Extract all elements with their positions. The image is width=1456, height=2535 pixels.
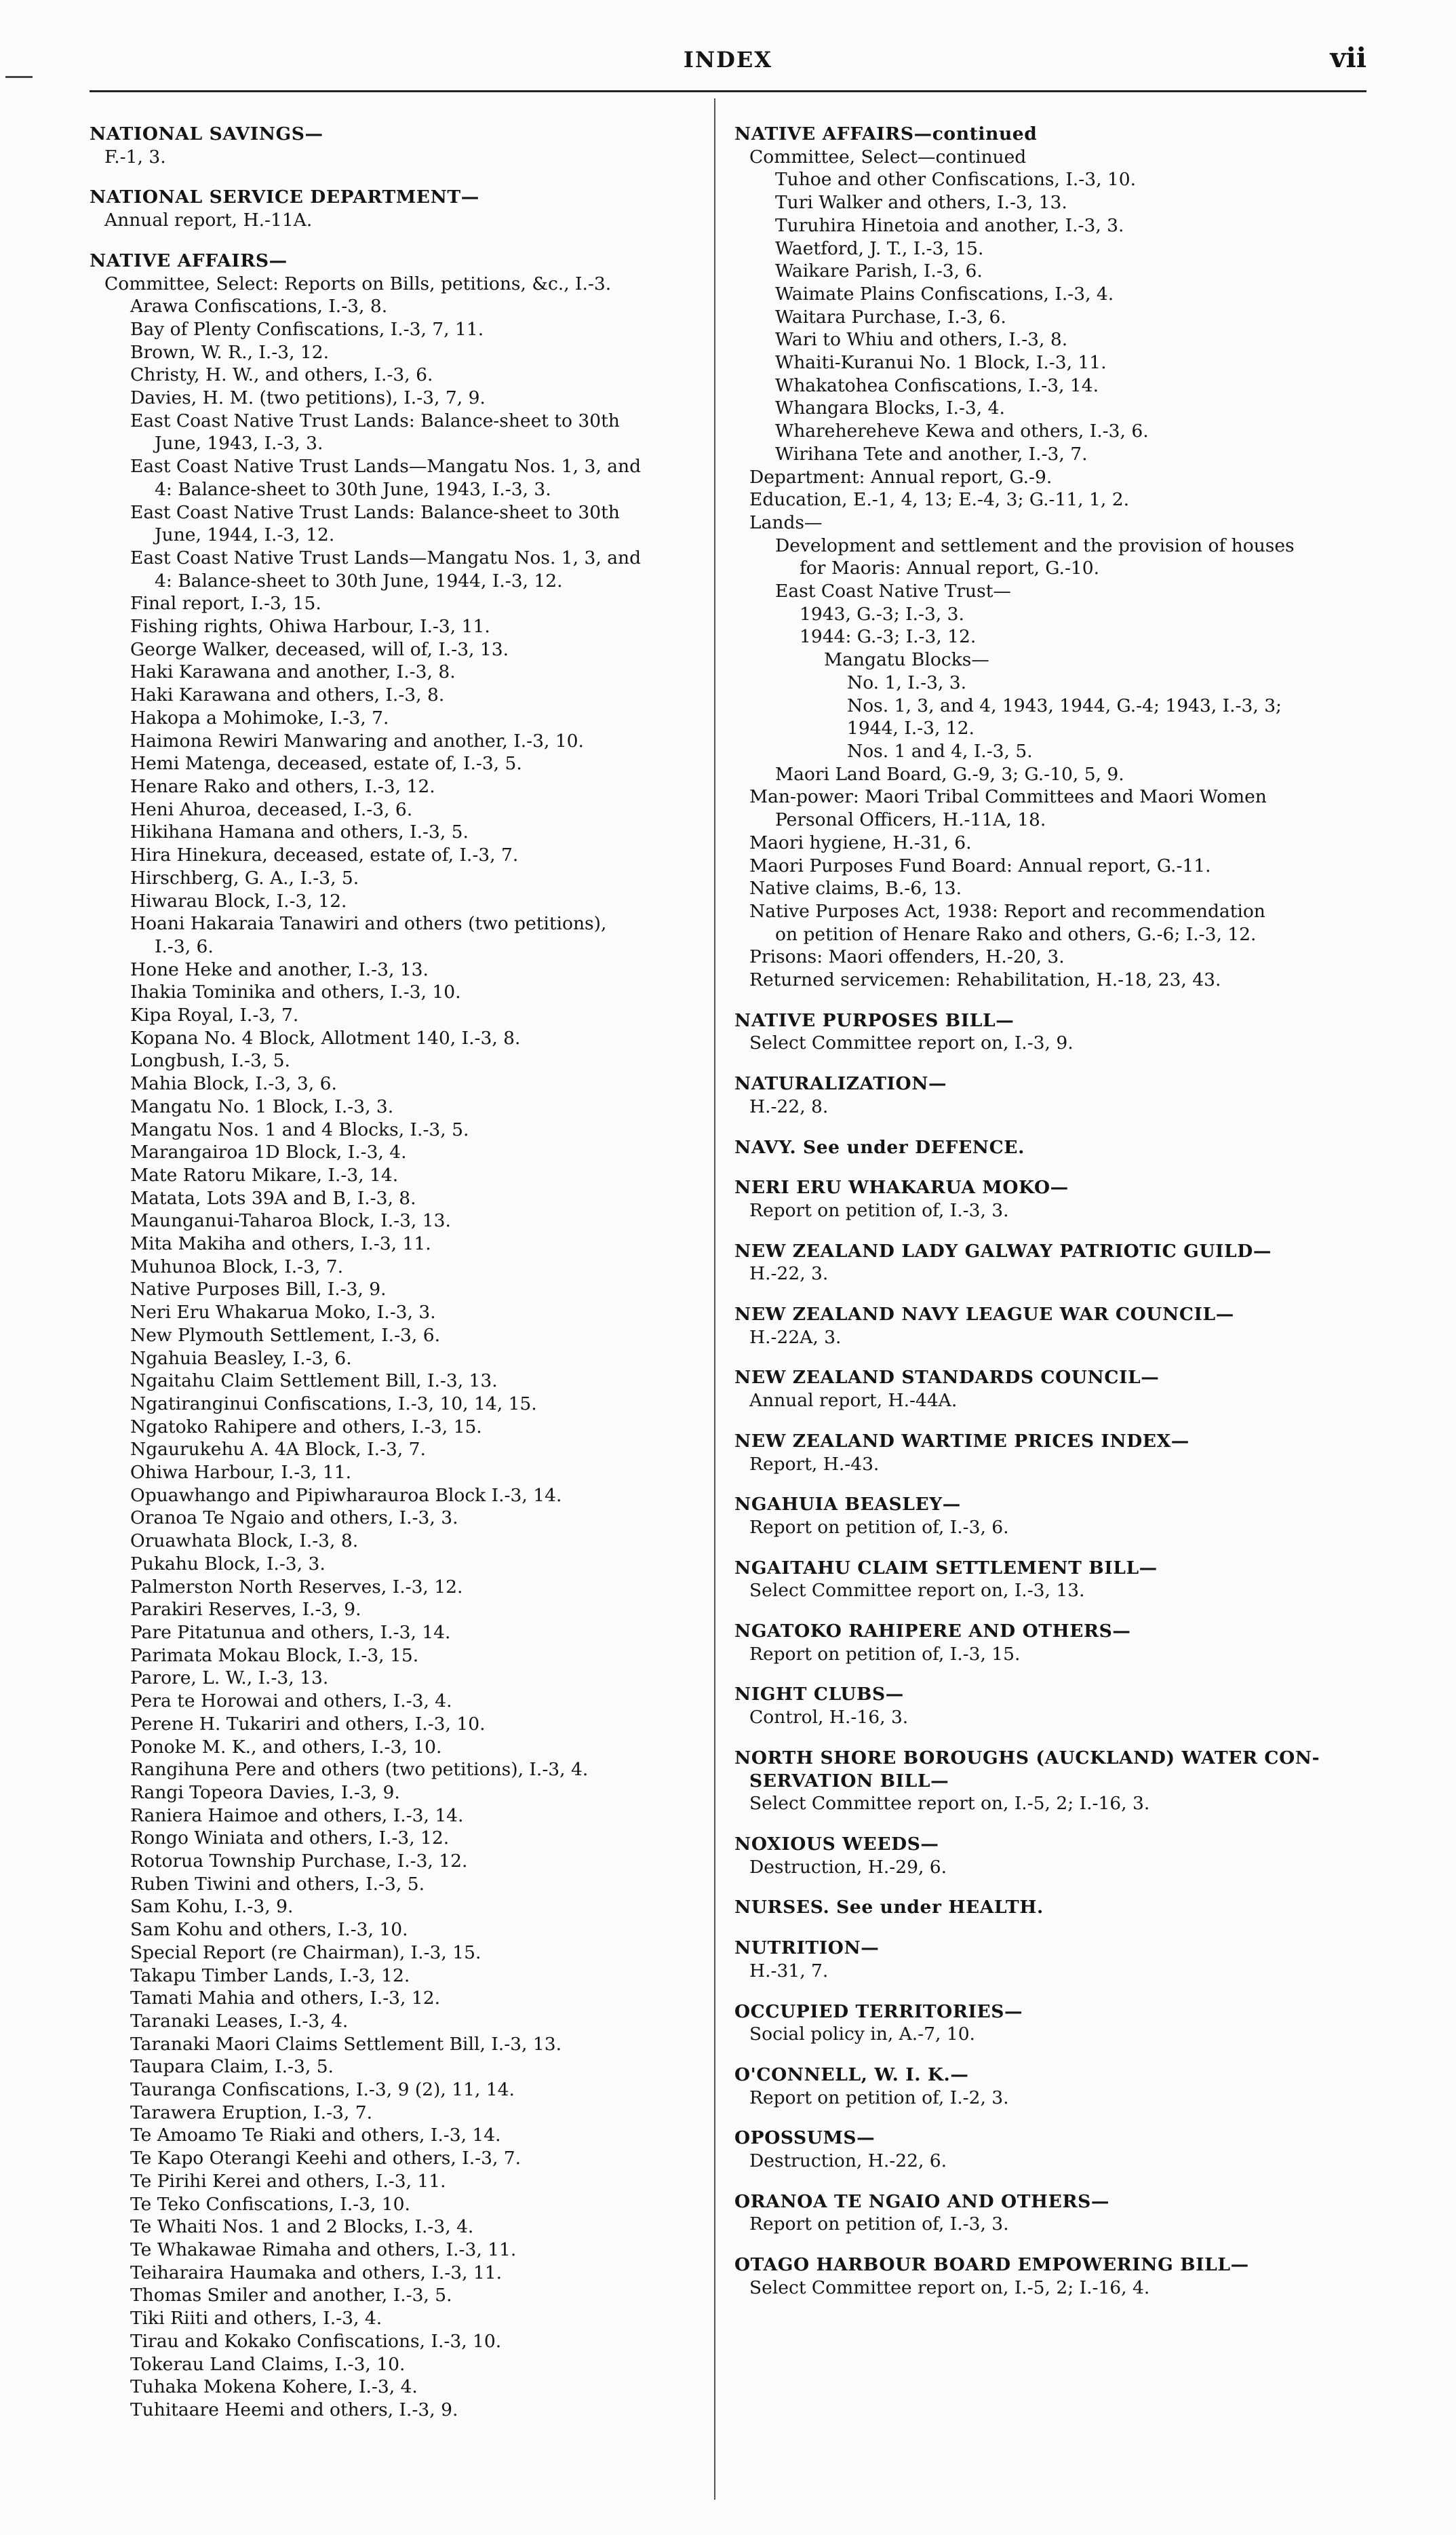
- index-entry: Report on petition of, I.-3, 3.: [749, 2213, 1009, 2235]
- index-entry: Prisons: Maori offenders, H.-20, 3.: [749, 946, 1065, 968]
- index-heading: NGAHUIA BEASLEY—: [734, 1494, 961, 1515]
- index-entry: Wirihana Tete and another, I.-3, 7.: [775, 443, 1088, 465]
- index-entry: Hoani Hakaraia Tanawiri and others (two petitions),: [130, 913, 607, 935]
- index-entry: Ihakia Tominika and others, I.-3, 10.: [130, 982, 461, 1003]
- index-heading: NEW ZEALAND LADY GALWAY PATRIOTIC GUILD—: [734, 1240, 1272, 1262]
- index-entry: East Coast Native Trust Lands: Balance-sheet to 30th: [130, 410, 620, 431]
- index-entry: Control, H.-16, 3.: [749, 1707, 909, 1728]
- index-entry: Thomas Smiler and another, I.-3, 5.: [130, 2285, 452, 2306]
- index-entry: Haki Karawana and another, I.-3, 8.: [130, 661, 456, 683]
- index-entry: Oruawhata Block, I.-3, 8.: [130, 1530, 359, 1552]
- index-entry: Henare Rako and others, I.-3, 12.: [130, 775, 435, 797]
- index-entry: Annual report, H.-11A.: [104, 210, 313, 231]
- index-entry: Turuhira Hinetoia and another, I.-3, 3.: [775, 214, 1124, 236]
- index-heading: NATIVE PURPOSES BILL—: [734, 1009, 1015, 1031]
- index-entry: Taranaki Leases, I.-3, 4.: [130, 2010, 349, 2032]
- index-entry: H.-22, 8.: [749, 1096, 829, 1117]
- index-entry: Neri Eru Whakarua Moko, I.-3, 3.: [130, 1302, 436, 1323]
- index-entry: Palmerston North Reserves, I.-3, 12.: [130, 1576, 463, 1598]
- index-entry: Mangatu No. 1 Block, I.-3, 3.: [130, 1096, 394, 1117]
- index-entry: Wharehereheve Kewa and others, I.-3, 6.: [775, 421, 1149, 442]
- index-entry: Select Committee report on, I.-3, 13.: [749, 1580, 1085, 1602]
- index-entry: Hemi Matenga, deceased, estate of, I.-3, 5.: [130, 753, 522, 775]
- index-entry: 1943, G.-3; I.-3, 3.: [800, 603, 964, 625]
- index-entry: Brown, W. R., I.-3, 12.: [130, 341, 330, 363]
- index-entry: Haki Karawana and others, I.-3, 8.: [130, 684, 445, 706]
- index-heading: NEW ZEALAND STANDARDS COUNCIL—: [734, 1367, 1160, 1389]
- index-entry: Marangairoa 1D Block, I.-3, 4.: [130, 1142, 407, 1163]
- index-entry: Report on petition of, I.-3, 15.: [749, 1643, 1021, 1665]
- index-entry: Mate Ratoru Mikare, I.-3, 14.: [130, 1164, 399, 1186]
- index-entry: Sam Kohu and others, I.-3, 10.: [130, 1919, 408, 1941]
- margin-mark: [5, 76, 33, 78]
- index-entry: Maori Land Board, G.-9, 3; G.-10, 5, 9.: [775, 763, 1124, 785]
- index-entry: Fishing rights, Ohiwa Harbour, I.-3, 11.: [130, 616, 490, 638]
- index-heading: NAVY. See under DEFENCE.: [734, 1136, 1025, 1158]
- index-entry: Kipa Royal, I.-3, 7.: [130, 1005, 299, 1026]
- index-entry: Heni Ahuroa, deceased, I.-3, 6.: [130, 798, 413, 820]
- index-heading: NATIVE AFFAIRS—: [90, 250, 288, 271]
- index-entry: Mita Makiha and others, I.-3, 11.: [130, 1233, 431, 1255]
- index-entry: Waitara Purchase, I.-3, 6.: [775, 306, 1006, 328]
- index-entry: Te Teko Confiscations, I.-3, 10.: [130, 2193, 410, 2215]
- index-entry: Tuhaka Mokena Kohere, I.-3, 4.: [130, 2376, 418, 2398]
- page-header: [0, 0, 1456, 102]
- index-entry: Maori hygiene, H.-31, 6.: [749, 832, 972, 853]
- index-entry: Committee, Select—continued: [749, 146, 1027, 168]
- index-entry: Davies, H. M. (two petitions), I.-3, 7, 9.: [130, 387, 486, 409]
- index-entry: Turi Walker and others, I.-3, 13.: [775, 192, 1067, 214]
- index-entry: Native claims, B.-6, 13.: [749, 878, 962, 899]
- index-entry: Select Committee report on, I.-3, 9.: [749, 1032, 1074, 1054]
- page-title: INDEX: [683, 47, 773, 73]
- index-heading: NORTH SHORE BOROUGHS (AUCKLAND) WATER CON-: [734, 1747, 1320, 1768]
- index-heading: SERVATION BILL—: [749, 1770, 949, 1792]
- index-entry: Waimate Plains Confiscations, I.-3, 4.: [775, 283, 1114, 305]
- index-heading: NEW ZEALAND WARTIME PRICES INDEX—: [734, 1430, 1189, 1452]
- index-entry: Matata, Lots 39A and B, I.-3, 8.: [130, 1187, 416, 1209]
- index-entry: East Coast Native Trust Lands—Mangatu Nos. 1, 3, and: [130, 456, 642, 478]
- index-entry: Te Whakawae Rimaha and others, I.-3, 11.: [130, 2239, 517, 2260]
- index-entry: East Coast Native Trust Lands—Mangatu Nos. 1, 3, and: [130, 547, 642, 568]
- index-entry: Lands—: [749, 511, 823, 533]
- index-entry: Rotorua Township Purchase, I.-3, 12.: [130, 1851, 468, 1872]
- index-entry: Opuawhango and Pipiwharauroa Block I.-3, 14.: [130, 1484, 562, 1506]
- index-entry: Te Kapo Oterangi Keehi and others, I.-3, 7.: [130, 2148, 522, 2169]
- index-entry: Muhunoa Block, I.-3, 7.: [130, 1256, 344, 1277]
- index-heading: NEW ZEALAND NAVY LEAGUE WAR COUNCIL—: [734, 1304, 1234, 1325]
- index-entry: Report, H.-43.: [749, 1453, 880, 1475]
- index-entry: Tuhitaare Heemi and others, I.-3, 9.: [130, 2399, 458, 2420]
- index-entry: Hikihana Hamana and others, I.-3, 5.: [130, 821, 469, 843]
- index-entry: Parimata Mokau Block, I.-3, 15.: [130, 1644, 419, 1666]
- index-entry: 1944, I.-3, 12.: [847, 718, 975, 739]
- index-entry: on petition of Henare Rako and others, G.-6; I.-3, 12.: [775, 923, 1257, 945]
- index-entry: Social policy in, A.-7, 10.: [749, 2024, 975, 2045]
- index-heading: NATIONAL SERVICE DEPARTMENT—: [90, 187, 479, 208]
- index-heading: NUTRITION—: [734, 1937, 880, 1959]
- index-entry: East Coast Native Trust—: [775, 581, 1011, 602]
- index-entry: Nos. 1, 3, and 4, 1943, 1944, G.-4; 1943, I.-3, 3;: [847, 695, 1282, 716]
- index-entry: Report on petition of, I.-3, 3.: [749, 1199, 1009, 1221]
- index-entry: Raniera Haimoe and others, I.-3, 14.: [130, 1804, 464, 1826]
- index-heading: NGATOKO RAHIPERE AND OTHERS—: [734, 1621, 1131, 1642]
- index-entry: Maori Purposes Fund Board: Annual report, G.-11.: [749, 855, 1211, 876]
- index-entry: Kopana No. 4 Block, Allotment 140, I.-3, 8.: [130, 1027, 521, 1049]
- index-entry: Hakopa a Mohimoke, I.-3, 7.: [130, 707, 389, 729]
- index-entry: Whakatohea Confiscations, I.-3, 14.: [775, 374, 1099, 396]
- index-entry: Oranoa Te Ngaio and others, I.-3, 3.: [130, 1507, 458, 1529]
- index-heading: NIGHT CLUBS—: [734, 1684, 904, 1705]
- index-entry: Tamati Mahia and others, I.-3, 12.: [130, 1988, 441, 2009]
- index-entry: Ruben Tiwini and others, I.-3, 5.: [130, 1873, 425, 1895]
- index-entry: Tirau and Kokako Confiscations, I.-3, 10.: [130, 2330, 502, 2352]
- index-entry: Taranaki Maori Claims Settlement Bill, I.-3, 13.: [130, 2033, 562, 2055]
- index-entry: Te Whaiti Nos. 1 and 2 Blocks, I.-3, 4.: [130, 2216, 474, 2238]
- index-heading: NURSES. See under HEALTH.: [734, 1897, 1044, 1918]
- index-entry: Christy, H. W., and others, I.-3, 6.: [130, 364, 433, 386]
- index-entry: Destruction, H.-29, 6.: [749, 1856, 947, 1878]
- index-entry: Hiwarau Block, I.-3, 12.: [130, 890, 347, 912]
- index-entry: Ngatoko Rahipere and others, I.-3, 15.: [130, 1416, 482, 1437]
- index-entry: Ngatiranginui Confiscations, I.-3, 10, 14, 15.: [130, 1393, 537, 1414]
- index-entry: Arawa Confiscations, I.-3, 8.: [130, 296, 388, 317]
- index-entry: Report on petition of, I.-3, 6.: [749, 1516, 1009, 1538]
- index-entry: Personal Officers, H.-11A, 18.: [775, 809, 1046, 831]
- index-entry: Final report, I.-3, 15.: [130, 593, 321, 615]
- index-entry: Te Pirihi Kerei and others, I.-3, 11.: [130, 2170, 446, 2192]
- index-entry: Native Purposes Act, 1938: Report and recommendation: [749, 900, 1265, 922]
- index-entry: Education, E.-1, 4, 13; E.-4, 3; G.-11, 1, 2.: [749, 489, 1130, 511]
- index-entry: Ohiwa Harbour, I.-3, 11.: [130, 1462, 352, 1484]
- index-entry: Ngaitahu Claim Settlement Bill, I.-3, 13.: [130, 1370, 498, 1392]
- index-entry: Tiki Riiti and others, I.-3, 4.: [130, 2308, 382, 2329]
- index-entry: Select Committee report on, I.-5, 2; I.-16, 3.: [749, 1793, 1150, 1815]
- index-entry: Maunganui-Taharoa Block, I.-3, 13.: [130, 1210, 451, 1232]
- index-entry: 4: Balance-sheet to 30th June, 1944, I.-3, 12.: [155, 570, 563, 592]
- index-entry: Parore, L. W., I.-3, 13.: [130, 1667, 329, 1689]
- index-entry: Tuhoe and other Confiscations, I.-3, 10.: [775, 169, 1137, 191]
- index-entry: Annual report, H.-44A.: [749, 1390, 958, 1412]
- index-entry: I.-3, 6.: [155, 935, 214, 957]
- index-entry: F.-1, 3.: [104, 146, 166, 168]
- index-heading: NATURALIZATION—: [734, 1073, 947, 1095]
- index-entry: Tauranga Confiscations, I.-3, 9 (2), 11, 14.: [130, 2079, 515, 2101]
- index-entry: Pukahu Block, I.-3, 3.: [130, 1553, 326, 1574]
- index-heading: OCCUPIED TERRITORIES—: [734, 2000, 1023, 2022]
- index-heading: NATIONAL SAVINGS—: [90, 123, 323, 144]
- index-entry: Rongo Winiata and others, I.-3, 12.: [130, 1827, 450, 1849]
- index-entry: Taupara Claim, I.-3, 5.: [130, 2056, 334, 2078]
- index-heading: NATIVE AFFAIRS—continued: [734, 123, 1038, 144]
- index-entry: Pera te Horowai and others, I.-3, 4.: [130, 1690, 452, 1712]
- index-entry: Report on petition of, I.-2, 3.: [749, 2087, 1009, 2108]
- index-entry: Rangi Topeora Davies, I.-3, 9.: [130, 1781, 400, 1803]
- index-entry: Takapu Timber Lands, I.-3, 12.: [130, 1965, 410, 1986]
- index-heading: OPOSSUMS—: [734, 2127, 875, 2149]
- page-number: vii: [1330, 42, 1366, 74]
- index-entry: George Walker, deceased, will of, I.-3, 13.: [130, 638, 509, 660]
- index-entry: Man-power: Maori Tribal Committees and Maori Women: [749, 786, 1267, 808]
- index-heading: ORANOA TE NGAIO AND OTHERS—: [734, 2190, 1109, 2212]
- index-entry: Ngahuia Beasley, I.-3, 6.: [130, 1347, 352, 1369]
- index-entry: No. 1, I.-3, 3.: [847, 672, 967, 693]
- index-entry: East Coast Native Trust Lands: Balance-sheet to 30th: [130, 501, 620, 523]
- index-entry: Committee, Select: Reports on Bills, petitions, &c., I.-3.: [104, 273, 612, 294]
- index-entry: Development and settlement and the provision of houses: [775, 535, 1295, 556]
- index-entry: Waetford, J. T., I.-3, 15.: [775, 237, 984, 259]
- index-entry: Ngaurukehu A. 4A Block, I.-3, 7.: [130, 1439, 426, 1460]
- index-entry: Haimona Rewiri Manwaring and another, I.-3, 10.: [130, 730, 584, 752]
- index-entry: Department: Annual report, G.-9.: [749, 466, 1052, 488]
- index-entry: Bay of Plenty Confiscations, I.-3, 7, 11.: [130, 318, 484, 340]
- index-heading: OTAGO HARBOUR BOARD EMPOWERING BILL—: [734, 2254, 1249, 2276]
- index-entry: Perene H. Tukariri and others, I.-3, 10.: [130, 1713, 486, 1735]
- index-entry: Nos. 1 and 4, I.-3, 5.: [847, 740, 1033, 762]
- index-entry: H.-31, 7.: [749, 1960, 829, 1981]
- index-entry: Tarawera Eruption, I.-3, 7.: [130, 2102, 373, 2123]
- index-entry: H.-22, 3.: [749, 1263, 829, 1285]
- index-entry: Teiharaira Haumaka and others, I.-3, 11.: [130, 2262, 503, 2283]
- index-entry: 1944: G.-3; I.-3, 12.: [800, 626, 977, 648]
- header-rule: [90, 90, 1366, 92]
- index-entry: June, 1943, I.-3, 3.: [155, 433, 323, 454]
- index-entry: Wari to Whiu and others, I.-3, 8.: [775, 329, 1068, 351]
- index-entry: Mahia Block, I.-3, 3, 6.: [130, 1073, 337, 1095]
- left-column: [90, 123, 734, 2422]
- index-entry: Mangatu Blocks—: [824, 649, 989, 671]
- index-entry: Pare Pitatunua and others, I.-3, 14.: [130, 1622, 451, 1643]
- index-entry: 4: Balance-sheet to 30th June, 1943, I.-3, 3.: [155, 478, 551, 500]
- index-entry: Longbush, I.-3, 5.: [130, 1050, 290, 1072]
- index-entry: Select Committee report on, I.-5, 2; I.-16, 4.: [749, 2277, 1150, 2298]
- index-entry: June, 1944, I.-3, 12.: [155, 524, 335, 546]
- index-entry: Mangatu Nos. 1 and 4 Blocks, I.-3, 5.: [130, 1119, 469, 1140]
- index-entry: Tokerau Land Claims, I.-3, 10.: [130, 2353, 406, 2375]
- index-entry: Whangara Blocks, I.-3, 4.: [775, 398, 1005, 419]
- index-entry: New Plymouth Settlement, I.-3, 6.: [130, 1324, 441, 1346]
- index-entry: Hira Hinekura, deceased, estate of, I.-3, 7.: [130, 845, 519, 866]
- index-entry: Native Purposes Bill, I.-3, 9.: [130, 1279, 387, 1300]
- index-entry: Parakiri Reserves, I.-3, 9.: [130, 1599, 361, 1621]
- index-heading: NERI ERU WHAKARUA MOKO—: [734, 1177, 1069, 1199]
- index-entry: Whaiti-Kuranui No. 1 Block, I.-3, 11.: [775, 352, 1107, 374]
- index-heading: NGAITAHU CLAIM SETTLEMENT BILL—: [734, 1557, 1158, 1579]
- index-entry: Sam Kohu, I.-3, 9.: [130, 1896, 294, 1918]
- index-entry: Hone Heke and another, I.-3, 13.: [130, 959, 429, 980]
- index-entry: Ponoke M. K., and others, I.-3, 10.: [130, 1736, 442, 1758]
- index-entry: for Maoris: Annual report, G.-10.: [800, 558, 1100, 579]
- right-column: [734, 123, 1379, 2300]
- index-entry: Special Report (re Chairman), I.-3, 15.: [130, 1941, 481, 1963]
- index-entry: Te Amoamo Te Riaki and others, I.-3, 14.: [130, 2125, 501, 2146]
- index-entry: H.-22A, 3.: [749, 1326, 842, 1348]
- index-heading: O'CONNELL, W. I. K.—: [734, 2064, 969, 2085]
- index-entry: Hirschberg, G. A., I.-3, 5.: [130, 867, 359, 889]
- index-entry: Destruction, H.-22, 6.: [749, 2150, 947, 2172]
- index-entry: Waikare Parish, I.-3, 6.: [775, 260, 983, 282]
- index-heading: NOXIOUS WEEDS—: [734, 1834, 939, 1855]
- index-entry: Returned servicemen: Rehabilitation, H.-18, 23, 43.: [749, 969, 1221, 991]
- index-entry: Rangihuna Pere and others (two petitions), I.-3, 4.: [130, 1759, 589, 1781]
